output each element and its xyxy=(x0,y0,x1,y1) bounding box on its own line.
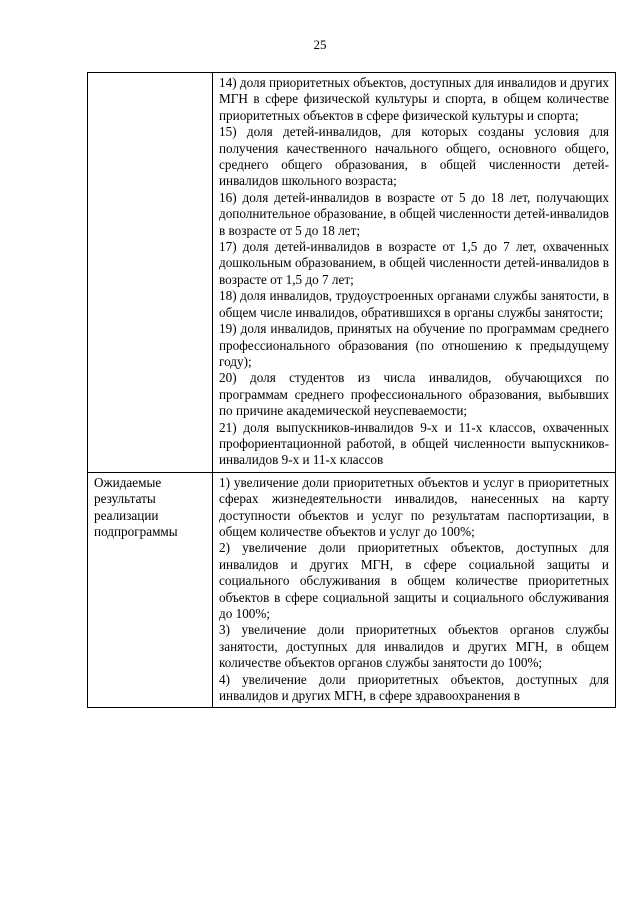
list-item: 15) доля детей-инвалидов, для которых созданы условия для получения качественного начального общего, основного общего, среднего общего образования, в общей численности детей-инвалидов школьного возраста; xyxy=(219,124,609,189)
page-number: 25 xyxy=(313,37,327,52)
table-row xyxy=(88,472,616,708)
list-item: 4) увеличение доли приоритетных объектов, доступных для инвалидов и других МГН, в сфере здравоохранения в xyxy=(219,671,609,704)
list-item: 21) доля выпускников-инвалидов 9-х и 11-х классов, охваченных профориентационной работой, в общей численности выпускников-инвалидов 9-х и 11-х классов xyxy=(219,419,609,468)
row-label xyxy=(88,73,213,473)
list-item: 20) доля студентов из числа инвалидов, обучающихся по программам среднего профессионального образования, выбывших по причине академической неуспеваемости; xyxy=(219,370,609,419)
row-content xyxy=(213,73,616,473)
list-item: 16) доля детей-инвалидов в возрасте от 5 до 18 лет, получающих дополнительное образование, в общей численности детей-инвалидов в возрасте от 5 до 18 лет; xyxy=(219,189,609,238)
list-item: 1) увеличение доли приоритетных объектов и услуг в приоритетных сферах жизнедеятельности инвалидов, нанесенных на карту доступности объектов и услуг по результатам паспортизации, в общем количестве объектов и услуг до 100%; xyxy=(219,474,609,539)
document-table xyxy=(87,72,616,708)
row-label: Ожидаемые результаты реализации подпрограммы xyxy=(88,472,213,708)
list-item: 2) увеличение доли приоритетных объектов, доступных для инвалидов и других МГН, в сфере социальной защиты и социального обслуживания в общем количестве приоритетных объектов в сфере социальной защиты и социального обслуживания до 100%; xyxy=(219,540,609,621)
list-item: 14) доля приоритетных объектов, доступных для инвалидов и других МГН в сфере физической культуры и спорта, в общем количестве приоритетных объектов в сфере физической культуры и спорта; xyxy=(219,75,609,123)
list-item: 18) доля инвалидов, трудоустроенных органами службы занятости, в общем числе инвалидов, обратившихся в органы службы занятости; xyxy=(219,288,609,320)
list-item: 17) доля детей-инвалидов в возрасте от 1,5 до 7 лет, охваченных дошкольным образованием, в общей численности детей-инвалидов в возрасте от 1,5 до 7 лет; xyxy=(219,239,609,287)
table-row xyxy=(88,73,616,473)
list-item: 19) доля инвалидов, принятых на обучение по программам среднего профессионального образования (по отношению к предыдущему году); xyxy=(219,321,609,369)
list-item: 3) увеличение доли приоритетных объектов органов службы занятости, доступных для инвалидов и других МГН, в общем количестве объектов органов службы занятости до 100%; xyxy=(219,622,609,671)
row-content xyxy=(213,472,616,708)
